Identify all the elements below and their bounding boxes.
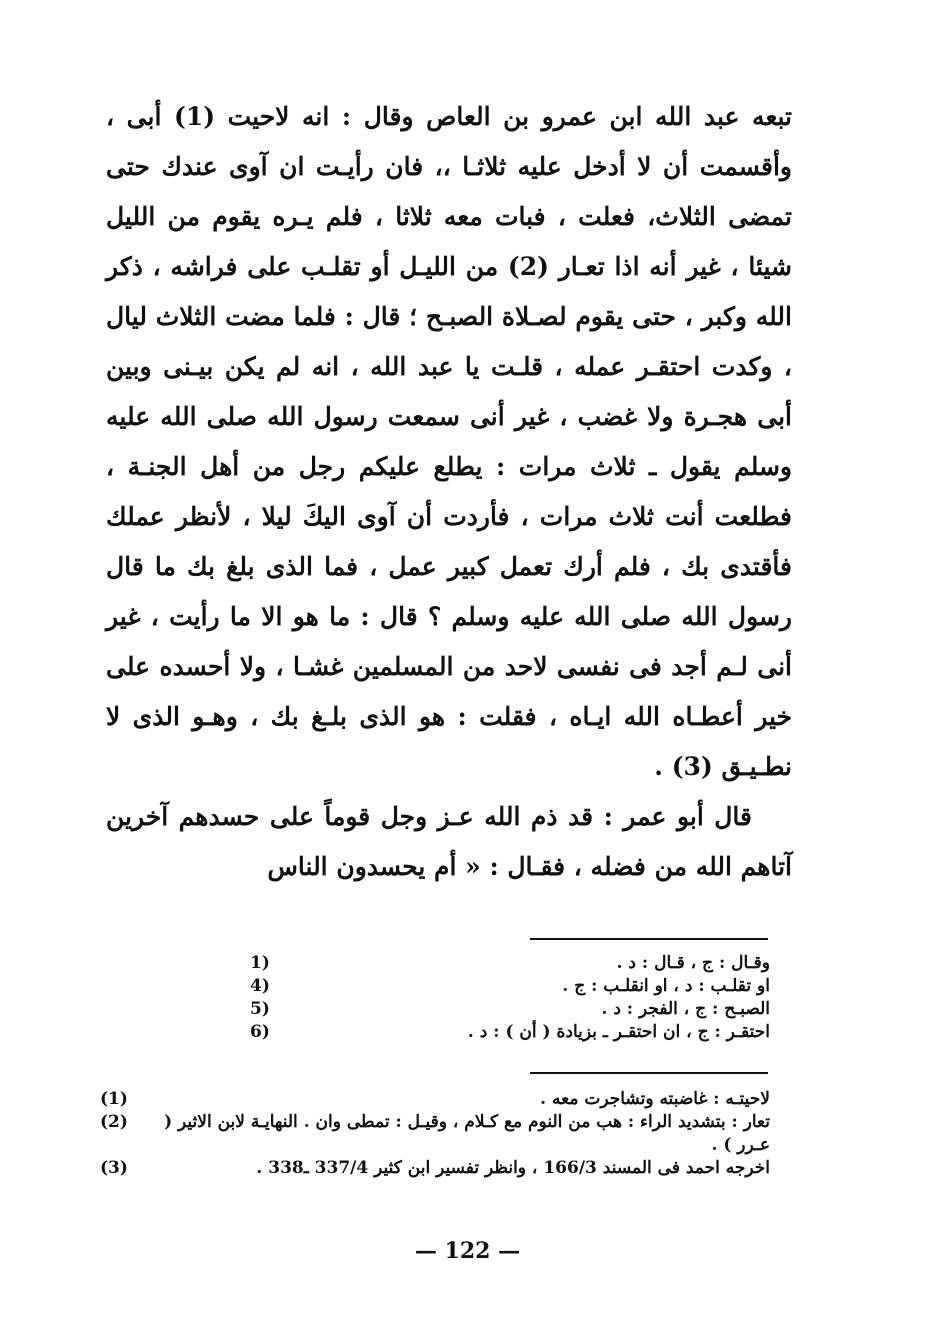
footnotes (100, 1088, 770, 1180)
footnote: اخرجه احمد فى المسند 166/3 ، وانظر تفسير ابن كثير 337/4 ـ338 . (3) (100, 1158, 770, 1178)
variant-note: احتقـر : ج ، ان احتقـر ـ بزيادة ( أن ) : د . 6) (250, 1022, 770, 1042)
paragraph-hadith: تبعه عبد الله ابن عمرو بن العاص وقال : انه لاحيت (1) أبى ، وأقسمت أن لا أدخل عليه ثلاثـا ،، فان رأيـت ان آوى عندك حتى تمضى الثلاث، فعلت ، فبات معه ثلاثا ، فلم يـره يقوم من الليل شيئا ، غير أنه اذا تعـار (2) من الليـل أو تقلـب على فراشه ، ذكر الله وكبر ، حتى يقوم لصـلاة الصبـح ؛ قال : فلما مضت الثلاث ليال ، وكدت احتقـر عمله ، قلـت يا عبد الله ، انه لم يكن بيـنى وبين أبى هجـرة ولا غضب ، غير أنى سمعت رسول الله صلى الله عليه وسلم يقول ـ ثلاث مرات : يطلع عليكم رجل من أهل الجنـة ، فطلعت أنت ثلاث مرات ، فأردت أن آوى اليكَ ليلا ، لأنظر عملك فأقتدى بك ، فلم أرك تعمل كبير عمل ، فما الذى بلغ بك ما قال رسول الله صلى الله عليه وسلم ؟ قال : ما هو الا ما رأيت ، غير أنى لـم أجد فى نفسى لاحد من المسلمين غشـا ، ولا أحسده على خير أعطـاه الله ايـاه ، فقلت : هو الذى بلـغ بك ، وهـو الذى لا نطـيـق (3) . (106, 102, 793, 781)
variant-note: الصبـح : ج ، الفجر : د . 5) (250, 999, 770, 1019)
footnote: تعار : بتشديد الراء : هب من النوم مع كـلام ، وقيـل : تمطى وان . النهايـة لابن الاثير ( عـرر ) . (2) (100, 1112, 770, 1155)
paragraph-commentary: قال أبو عمر : قد ذم الله عـز وجل قوماً على حسدهم آخرين آتاهم الله من فضله ، فقـال : « أم يحسدون الناس (106, 802, 792, 881)
page-number: — 122 — (414, 1238, 521, 1264)
separator-rule-footnotes (530, 1072, 768, 1074)
variant-note: او تقلـب : د ، او انقلـب : ج . 4) (250, 976, 770, 996)
manuscript-variants (250, 952, 770, 1044)
separator-rule-variants (530, 938, 768, 940)
variant-note: وقـال : ج ، قـال : د . 1) (250, 953, 770, 973)
main-text (106, 92, 792, 892)
footnote: لاحيتـه : غاضبته وتشاجرت معه . (1) (100, 1089, 770, 1109)
